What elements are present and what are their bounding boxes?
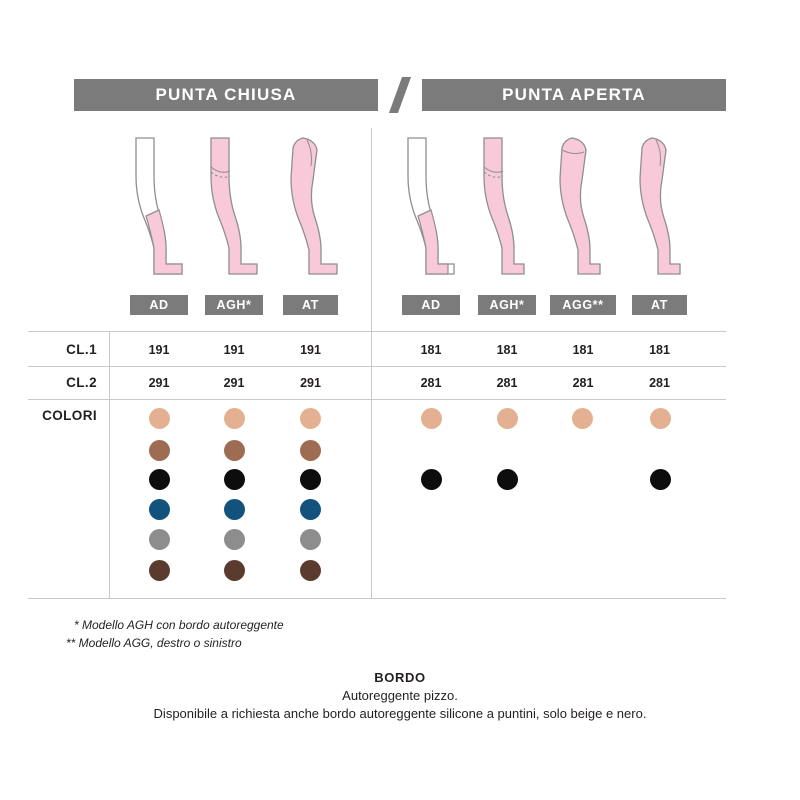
cell-cl1-open-ad: 181 — [420, 343, 442, 357]
table-rule-labelcol — [109, 331, 110, 598]
cell-cl2-open-agg: 281 — [572, 376, 594, 390]
cell-cl1-open-at: 181 — [649, 343, 670, 357]
cell-cl1-closed-ad: 191 — [148, 343, 170, 357]
cell-cl2-closed-agh: 291 — [223, 376, 245, 390]
color-swatch-closed-1-black[interactable] — [224, 469, 245, 490]
color-swatch-open-0-black[interactable] — [421, 469, 442, 490]
color-swatch-closed-1-caramel[interactable] — [224, 440, 245, 461]
footnote-agh: * Modello AGH con bordo autoreggente — [74, 618, 284, 632]
color-swatch-open-1-beige[interactable] — [497, 408, 518, 429]
color-swatch-closed-1-blue[interactable] — [224, 499, 245, 520]
cell-cl1-open-agh: 181 — [496, 343, 518, 357]
cell-cl1-open-agg: 181 — [572, 343, 594, 357]
model-chip-open-at[interactable]: AT — [632, 295, 687, 315]
table-rule-cl1 — [28, 366, 726, 367]
color-swatch-open-1-black[interactable] — [497, 469, 518, 490]
color-swatch-closed-2-blue[interactable] — [300, 499, 321, 520]
color-swatch-closed-0-blue[interactable] — [149, 499, 170, 520]
model-chip-open-agg[interactable]: AGG** — [550, 295, 616, 315]
bordo-line-2: Disponibile a richiesta anche bordo autoreggente silicone a puntini, solo beige e nero. — [153, 706, 647, 721]
header-punta-aperta: PUNTA APERTA — [422, 79, 726, 111]
color-swatch-closed-1-brown[interactable] — [224, 560, 245, 581]
model-chip-open-agh[interactable]: AGH* — [478, 295, 536, 315]
header-punta-chiusa: PUNTA CHIUSA — [74, 79, 378, 111]
figure-closed-agh — [199, 136, 273, 284]
figure-open-agh — [472, 136, 546, 284]
cell-cl2-open-agh: 281 — [496, 376, 518, 390]
color-swatch-open-3-black[interactable] — [650, 469, 671, 490]
figure-open-at — [626, 136, 700, 284]
color-swatch-closed-1-beige[interactable] — [224, 408, 245, 429]
color-swatch-closed-1-grey[interactable] — [224, 529, 245, 550]
model-chip-closed-agh[interactable]: AGH* — [205, 295, 263, 315]
model-chip-open-ad[interactable]: AD — [402, 295, 460, 315]
table-rule-cl2 — [28, 399, 726, 400]
cell-cl2-closed-ad: 291 — [148, 376, 170, 390]
color-swatch-closed-2-beige[interactable] — [300, 408, 321, 429]
cell-cl2-open-at: 281 — [649, 376, 670, 390]
color-swatch-closed-0-beige[interactable] — [149, 408, 170, 429]
header-separator — [378, 79, 422, 111]
color-swatch-open-2-beige[interactable] — [572, 408, 593, 429]
row-label-cl2: CL.2 — [66, 375, 97, 390]
footnote-agg: ** Modello AGG, destro o sinistro — [66, 636, 242, 650]
row-label-cl1: CL.1 — [66, 342, 97, 357]
color-swatch-closed-0-brown[interactable] — [149, 560, 170, 581]
model-chip-closed-at[interactable]: AT — [283, 295, 338, 315]
color-swatch-open-0-beige[interactable] — [421, 408, 442, 429]
color-swatch-closed-0-grey[interactable] — [149, 529, 170, 550]
row-label-colori: COLORI — [42, 408, 97, 423]
figure-closed-ad — [124, 136, 198, 284]
cell-cl1-closed-at: 191 — [300, 343, 321, 357]
color-swatch-closed-2-black[interactable] — [300, 469, 321, 490]
bordo-line-1: Autoreggente pizzo. — [342, 688, 458, 703]
bordo-title: BORDO — [374, 670, 426, 685]
figure-closed-at — [277, 136, 351, 284]
table-rule-top — [28, 331, 726, 332]
cell-cl1-closed-agh: 191 — [223, 343, 245, 357]
figure-open-ad — [396, 136, 470, 284]
model-chip-closed-ad[interactable]: AD — [130, 295, 188, 315]
slash-divider-icon — [389, 77, 411, 113]
color-swatch-closed-2-caramel[interactable] — [300, 440, 321, 461]
color-swatch-closed-2-brown[interactable] — [300, 560, 321, 581]
cell-cl2-open-ad: 281 — [420, 376, 442, 390]
cell-cl2-closed-at: 291 — [300, 376, 321, 390]
figure-strip — [0, 136, 800, 288]
color-swatch-open-3-beige[interactable] — [650, 408, 671, 429]
color-swatch-closed-2-grey[interactable] — [300, 529, 321, 550]
section-headers — [74, 79, 726, 111]
color-swatch-closed-0-caramel[interactable] — [149, 440, 170, 461]
figure-open-agg — [546, 136, 620, 284]
color-swatch-closed-0-black[interactable] — [149, 469, 170, 490]
table-rule-bottom — [28, 598, 726, 599]
